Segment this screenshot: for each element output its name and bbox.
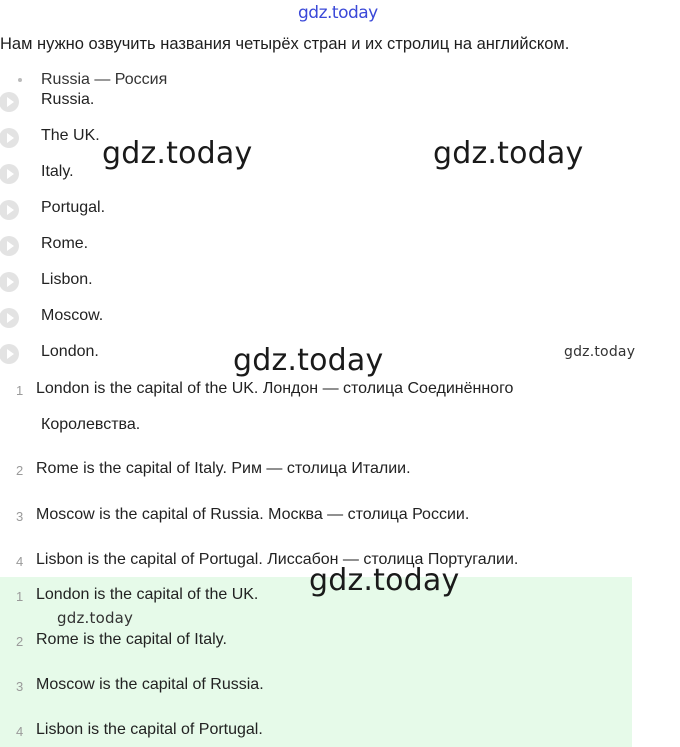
answer-text: Moscow is the capital of Russia. bbox=[36, 676, 264, 693]
audio-item-lisbon[interactable] bbox=[0, 269, 300, 293]
play-icon[interactable] bbox=[0, 200, 19, 220]
watermark-top: gdz.today bbox=[298, 3, 378, 23]
bullet-dot bbox=[18, 78, 22, 82]
watermark: gdz.today bbox=[57, 609, 134, 627]
translation-text-continued: Королевства. bbox=[41, 416, 141, 433]
translation-item-1 bbox=[0, 380, 630, 440]
bullet-item bbox=[0, 69, 680, 89]
play-icon[interactable] bbox=[0, 236, 19, 256]
answer-item-3 bbox=[0, 676, 630, 700]
audio-label: The UK. bbox=[41, 127, 100, 144]
audio-label: London. bbox=[41, 343, 99, 360]
audio-label: Moscow. bbox=[41, 307, 104, 324]
translation-item-3 bbox=[0, 506, 630, 530]
translation-text: London is the capital of the UK. Лондон — столица Соединённого bbox=[36, 380, 514, 397]
answer-text: London is the capital of the UK. bbox=[36, 586, 259, 603]
watermark: gdz.today bbox=[233, 343, 384, 378]
play-icon[interactable] bbox=[0, 92, 19, 112]
watermark: gdz.today bbox=[433, 136, 584, 171]
audio-label: Lisbon. bbox=[41, 271, 93, 288]
item-number: 3 bbox=[16, 509, 24, 524]
answer-text: Lisbon is the capital of Portugal. bbox=[36, 721, 263, 738]
audio-item-portugal[interactable] bbox=[0, 197, 300, 221]
audio-item-rome[interactable] bbox=[0, 233, 300, 257]
item-number: 4 bbox=[16, 554, 24, 569]
item-number: 4 bbox=[16, 724, 24, 739]
watermark: gdz.today bbox=[102, 136, 253, 171]
play-icon[interactable] bbox=[0, 272, 19, 292]
answer-item-2 bbox=[0, 631, 630, 655]
translation-text: Rome is the capital of Italy. Рим — столица Италии. bbox=[36, 460, 411, 477]
audio-label: Rome. bbox=[41, 235, 89, 252]
audio-label: Portugal. bbox=[41, 199, 106, 216]
item-number: 1 bbox=[16, 383, 24, 398]
audio-label: Russia. bbox=[41, 91, 95, 108]
answer-text: Rome is the capital of Italy. bbox=[36, 631, 227, 648]
audio-item-russia[interactable] bbox=[0, 89, 300, 113]
play-icon[interactable] bbox=[0, 344, 19, 364]
item-number: 2 bbox=[16, 634, 24, 649]
play-icon[interactable] bbox=[0, 308, 19, 328]
answer-item-4 bbox=[0, 721, 630, 745]
translation-text: Moscow is the capital of Russia. Москва — столица России. bbox=[36, 506, 470, 523]
watermark: gdz.today bbox=[309, 563, 460, 598]
item-number: 1 bbox=[16, 589, 24, 604]
bullet-text: Russia — Россия bbox=[41, 71, 168, 88]
watermark: gdz.today bbox=[564, 344, 636, 360]
intro-text: Нам нужно озвучить названия четырёх стран и их стролиц на английском. bbox=[0, 35, 570, 53]
translation-item-2 bbox=[0, 460, 630, 484]
translation-text: Lisbon is the capital of Portugal. Лиссабон — столица Португалии. bbox=[36, 551, 519, 568]
item-number: 3 bbox=[16, 679, 24, 694]
play-icon[interactable] bbox=[0, 128, 19, 148]
audio-label: Italy. bbox=[41, 163, 74, 180]
audio-item-moscow[interactable] bbox=[0, 305, 300, 329]
item-number: 2 bbox=[16, 463, 24, 478]
play-icon[interactable] bbox=[0, 164, 19, 184]
